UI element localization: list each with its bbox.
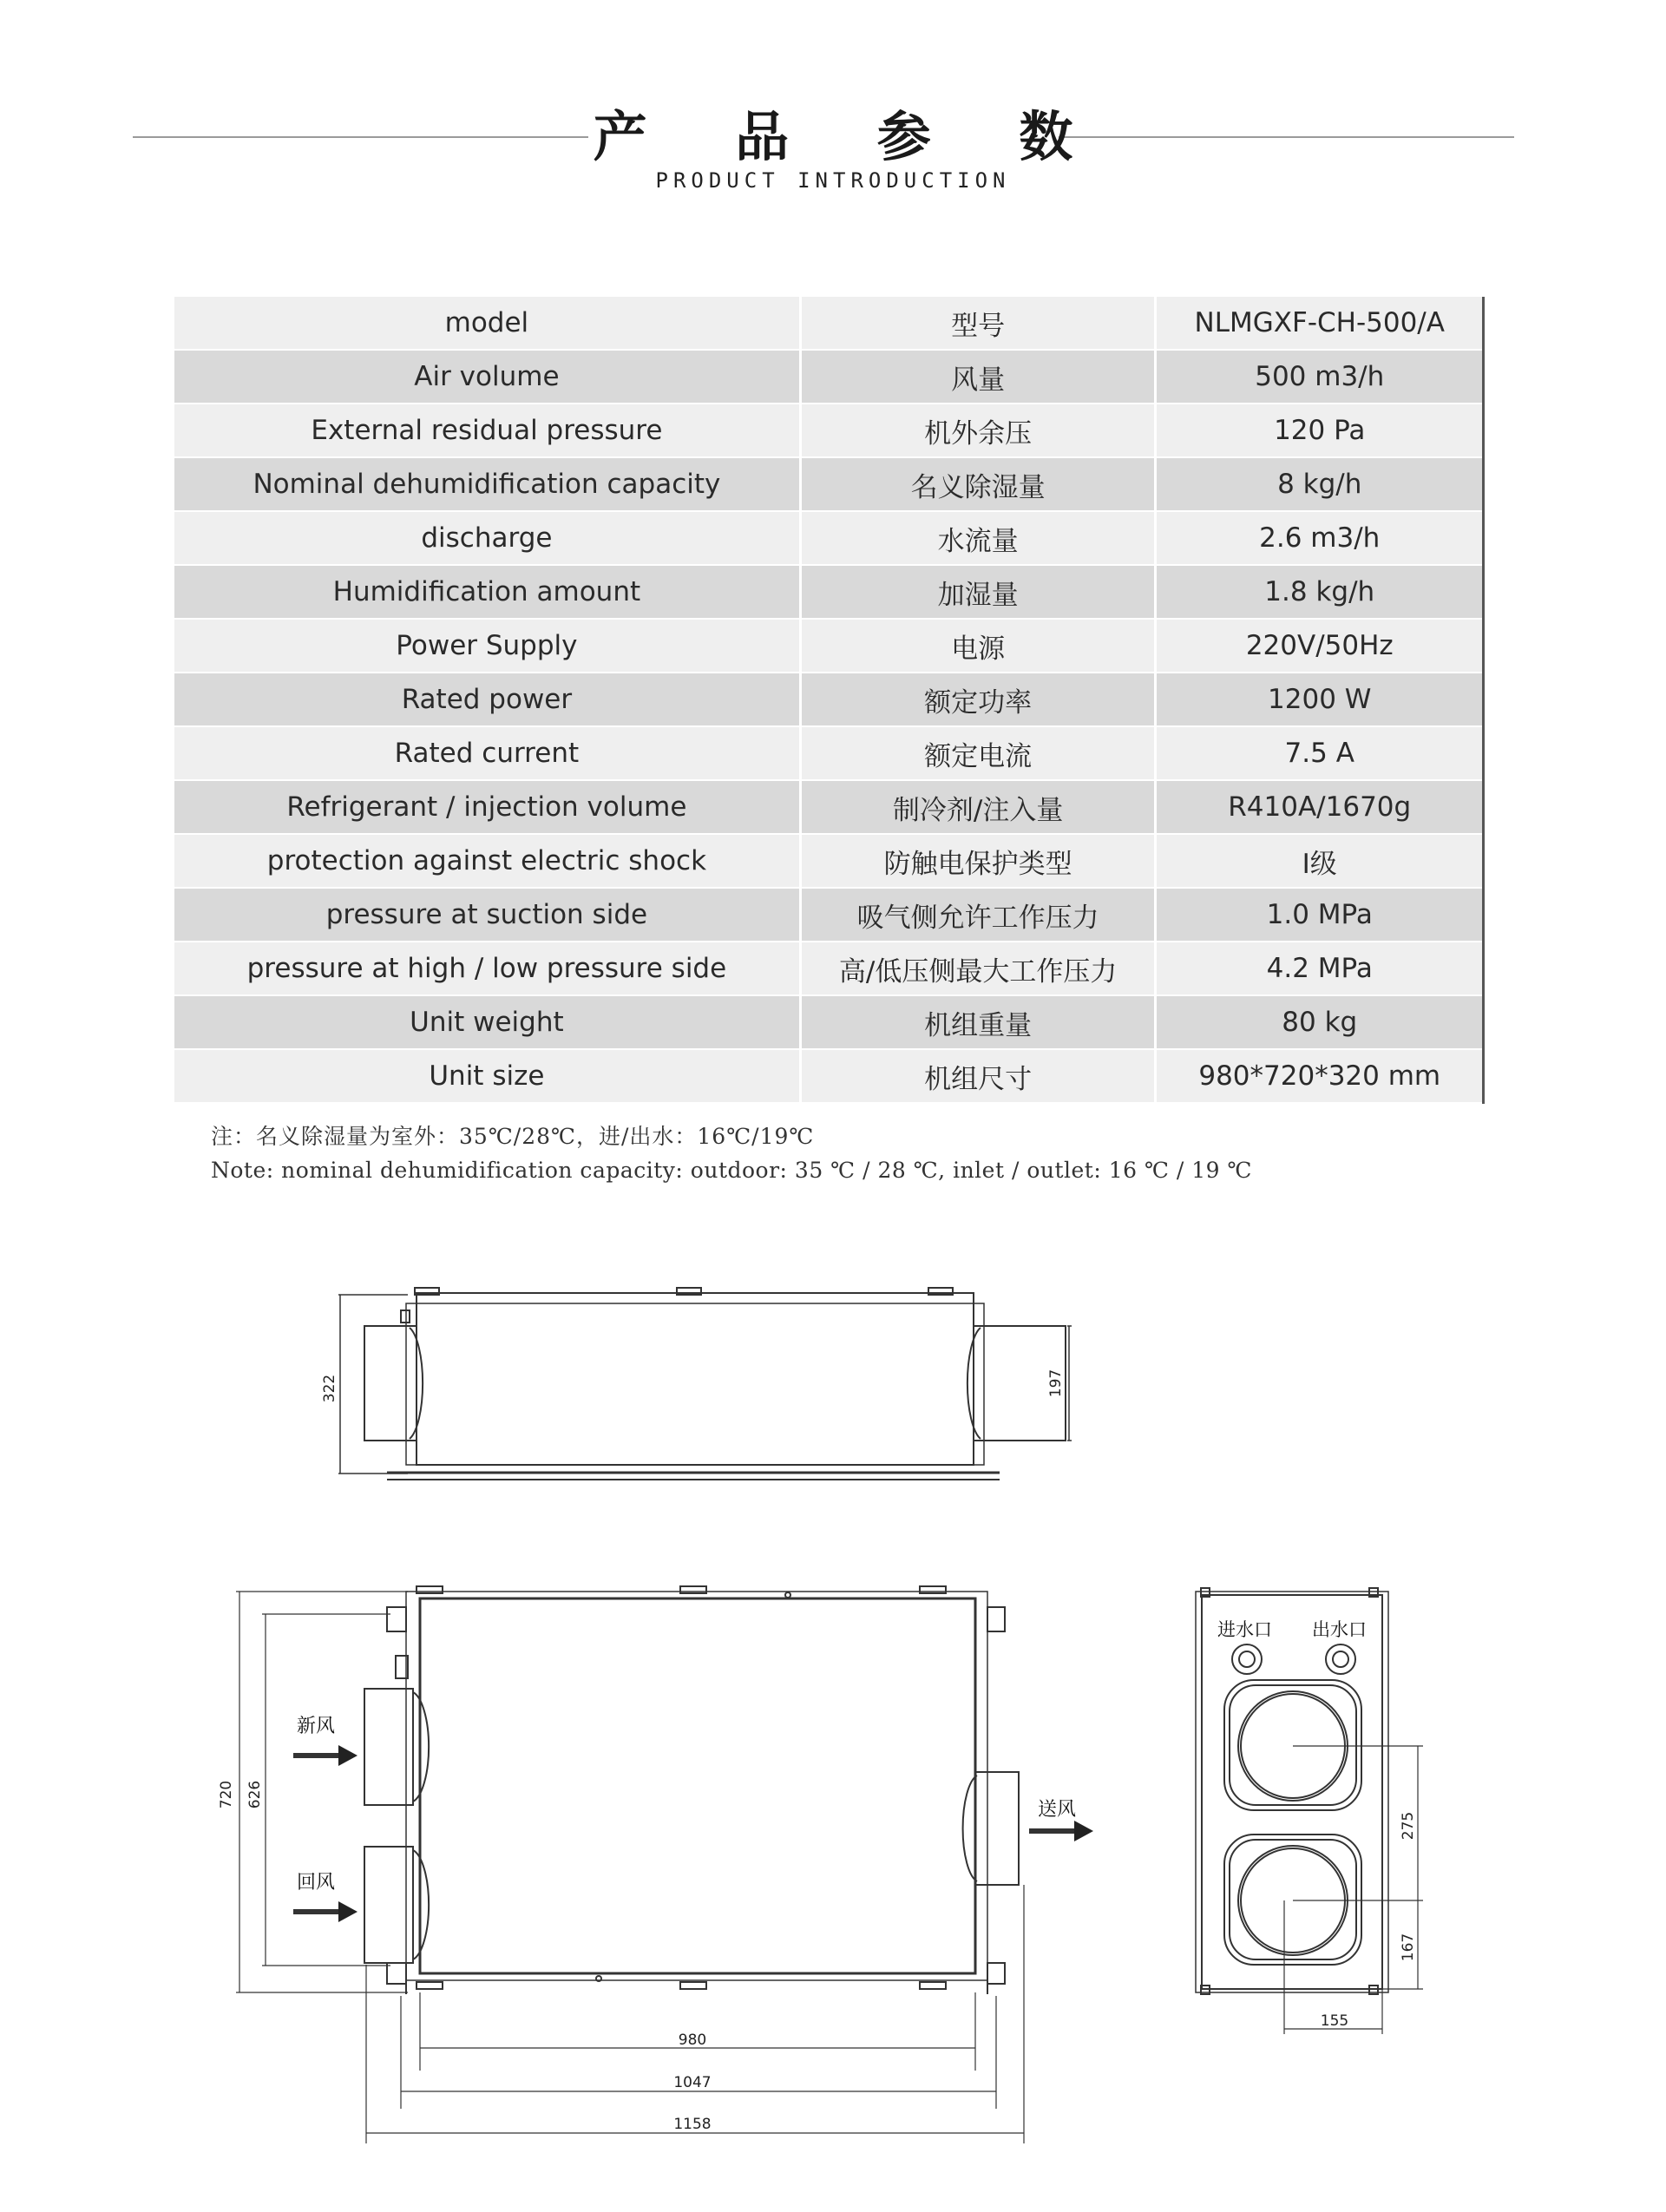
param-value: 1.0 MPa [1156,888,1484,942]
supply-air-arrow-icon [1029,1821,1093,1841]
param-name-en: Air volume [174,350,800,404]
return-air-arrow-icon [293,1901,357,1922]
param-value: NLMGXF-CH-500/A [1156,297,1484,350]
param-name-cn: 机组尺寸 [800,1049,1156,1103]
param-name-cn: 电源 [800,619,1156,673]
water-inlet-label: 进水口 [1217,1619,1272,1640]
param-name-en: Rated current [174,726,800,780]
side-view [338,1288,1072,1480]
water-outlet-label: 出水口 [1312,1619,1367,1640]
param-name-cn: 额定电流 [800,726,1156,780]
param-name-cn: 水流量 [800,511,1156,565]
param-value: I级 [1156,834,1484,888]
dim-197: 197 [1047,1369,1065,1398]
param-name-cn: 高/低压侧最大工作压力 [800,942,1156,995]
param-value: 220V/50Hz [1156,619,1484,673]
param-value: R410A/1670g [1156,780,1484,834]
dim-1047: 1047 [673,2074,712,2091]
note-en: Note: nominal dehumidification capacity: outdoor: 35 ℃ / 28 ℃, inlet / outlet: 16 ℃ / 19 ℃ [211,1158,1252,1183]
dim-1158: 1158 [673,2116,712,2133]
param-value: 120 Pa [1156,404,1484,457]
param-name-cn: 风量 [800,350,1156,404]
param-name-en: Nominal dehumidification capacity [174,457,800,511]
param-name-cn: 防触电保护类型 [800,834,1156,888]
dim-980: 980 [678,2031,707,2049]
param-value: 1.8 kg/h [1156,565,1484,619]
param-name-en: pressure at suction side [174,888,800,942]
dim-626: 626 [246,1780,264,1809]
param-value: 500 m3/h [1156,350,1484,404]
param-name-en: pressure at high / low pressure side [174,942,800,995]
dim-167: 167 [1400,1933,1417,1962]
param-name-cn: 制冷剂/注入量 [800,780,1156,834]
param-name-cn: 型号 [800,297,1156,350]
param-name-cn: 机组重量 [800,995,1156,1049]
dim-322: 322 [321,1374,338,1403]
end-view [1196,1588,1423,2034]
page-title: 产 品 参 数 [593,105,1108,168]
fresh-air-arrow-icon [293,1745,357,1766]
dim-275: 275 [1400,1811,1417,1841]
return-air-label: 回风 [297,1872,336,1894]
param-value: 1200 W [1156,673,1484,726]
dim-720: 720 [218,1780,235,1809]
param-name-en: Unit size [174,1049,800,1103]
param-value: 80 kg [1156,995,1484,1049]
note-cn: 注：名义除湿量为室外：35℃/28℃，进/出水：16℃/19℃ [211,1124,815,1149]
param-name-cn: 名义除湿量 [800,457,1156,511]
param-value: 2.6 m3/h [1156,511,1484,565]
param-name-en: Unit weight [174,995,800,1049]
param-name-en: protection against electric shock [174,834,800,888]
param-value: 8 kg/h [1156,457,1484,511]
param-name-en: model [174,297,800,350]
param-name-cn: 加湿量 [800,565,1156,619]
param-name-cn: 机外余压 [800,404,1156,457]
param-name-en: Humidification amount [174,565,800,619]
param-name-en: Refrigerant / injection volume [174,780,800,834]
fresh-air-label: 新风 [297,1716,336,1737]
page-subtitle: PRODUCT INTRODUCTION [655,168,1011,193]
param-name-cn: 吸气侧允许工作压力 [800,888,1156,942]
param-name-cn: 额定功率 [800,673,1156,726]
top-view [236,1586,1024,2143]
dim-155: 155 [1320,2012,1349,2030]
param-name-en: External residual pressure [174,404,800,457]
param-name-en: Power Supply [174,619,800,673]
param-name-en: Rated power [174,673,800,726]
supply-air-label: 送风 [1038,1799,1077,1821]
param-value: 980*720*320 mm [1156,1049,1484,1103]
param-value: 4.2 MPa [1156,942,1484,995]
param-value: 7.5 A [1156,726,1484,780]
param-name-en: discharge [174,511,800,565]
